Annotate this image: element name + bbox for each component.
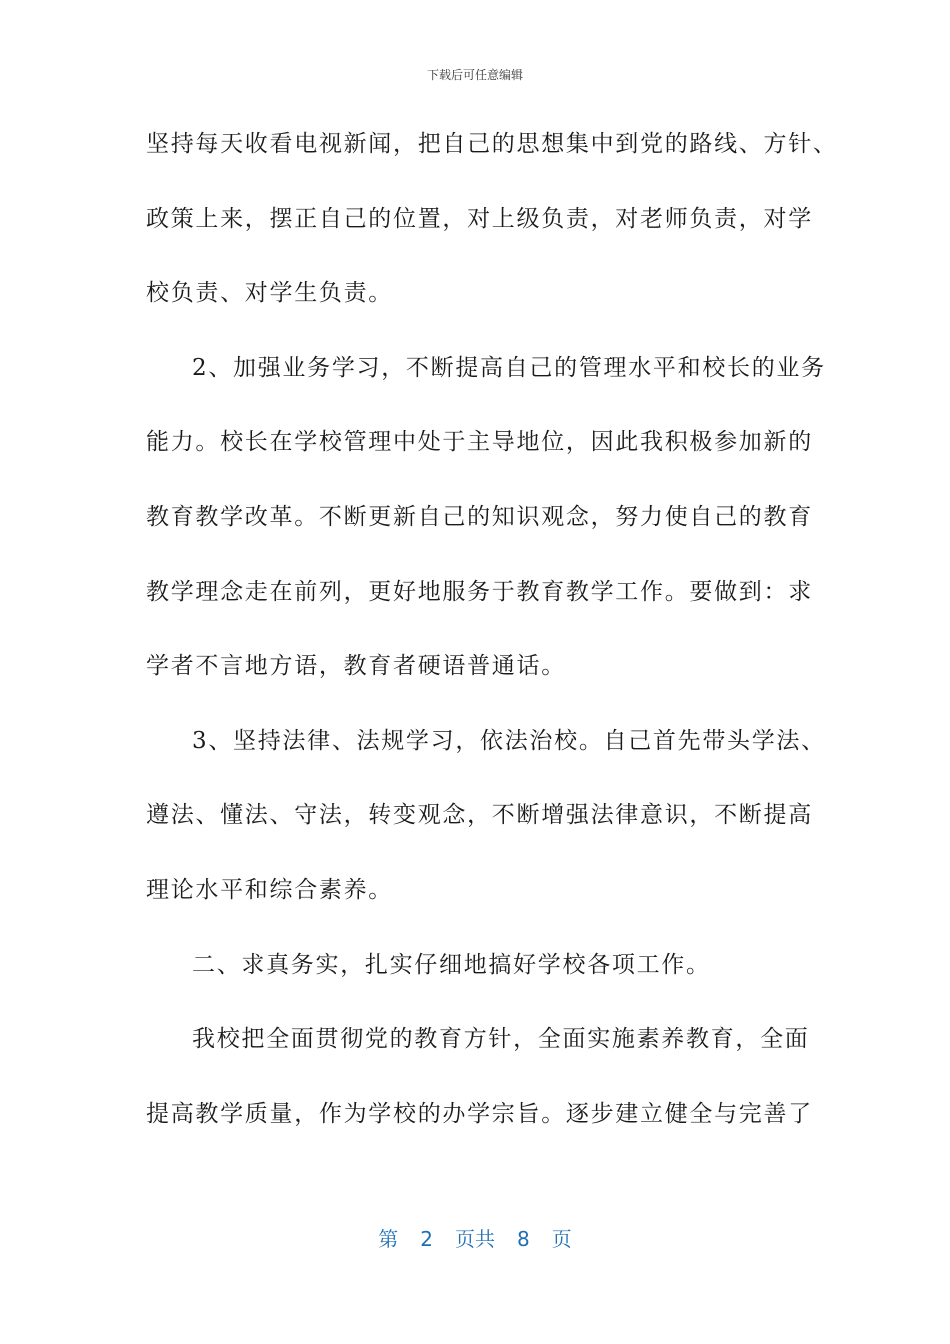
footer-prefix: 第 [378, 1227, 399, 1251]
page-footer [0, 1226, 950, 1252]
paragraph-start-line: 2、加强业务学习，不断提高自己的管理水平和校长的业务 [192, 354, 826, 381]
text-line: 学者不言地方语，教育者硬语普通话。 [146, 653, 566, 680]
text-line: 教育教学改革。不断更新自己的知识观念，努力使自己的教育 [146, 503, 813, 530]
footer-total-pages: 8 [517, 1227, 530, 1251]
text-line: 教学理念走在前列，更好地服务于教育教学工作。要做到：求 [146, 578, 813, 605]
footer-current-page: 2 [420, 1227, 433, 1251]
text-line: 政策上来，摆正自己的位置，对上级负责，对老师负责，对学 [146, 205, 813, 232]
text-line: 遵法、懂法、守法，转变观念，不断增强法律意识，不断提高 [146, 802, 813, 829]
text-line: 坚持每天收看电视新闻，把自己的思想集中到党的路线、方针、 [146, 131, 838, 157]
text-line: 提高教学质量，作为学校的办学宗旨。逐步建立健全与完善了 [146, 1100, 813, 1127]
document-body [146, 124, 838, 1168]
section-heading: 二、求真务实，扎实仔细地搞好学校各项工作。 [192, 951, 711, 978]
text-line: 能力。校长在学校管理中处于主导地位，因此我积极参加新的 [146, 429, 813, 456]
footer-middle: 页共 [455, 1227, 495, 1251]
text-line: 理论水平和综合素养。 [146, 876, 393, 903]
footer-suffix: 页 [551, 1227, 572, 1251]
page-header: 下载后可任意编辑 [426, 68, 523, 82]
text-line: 校负责、对学生负责。 [146, 280, 393, 307]
paragraph-start-line: 我校把全面贯彻党的教育方针，全面实施素养教育，全面 [192, 1026, 810, 1053]
paragraph-start-line: 3、坚持法律、法规学习，依法治校。自己首先带头学法、 [192, 727, 826, 754]
